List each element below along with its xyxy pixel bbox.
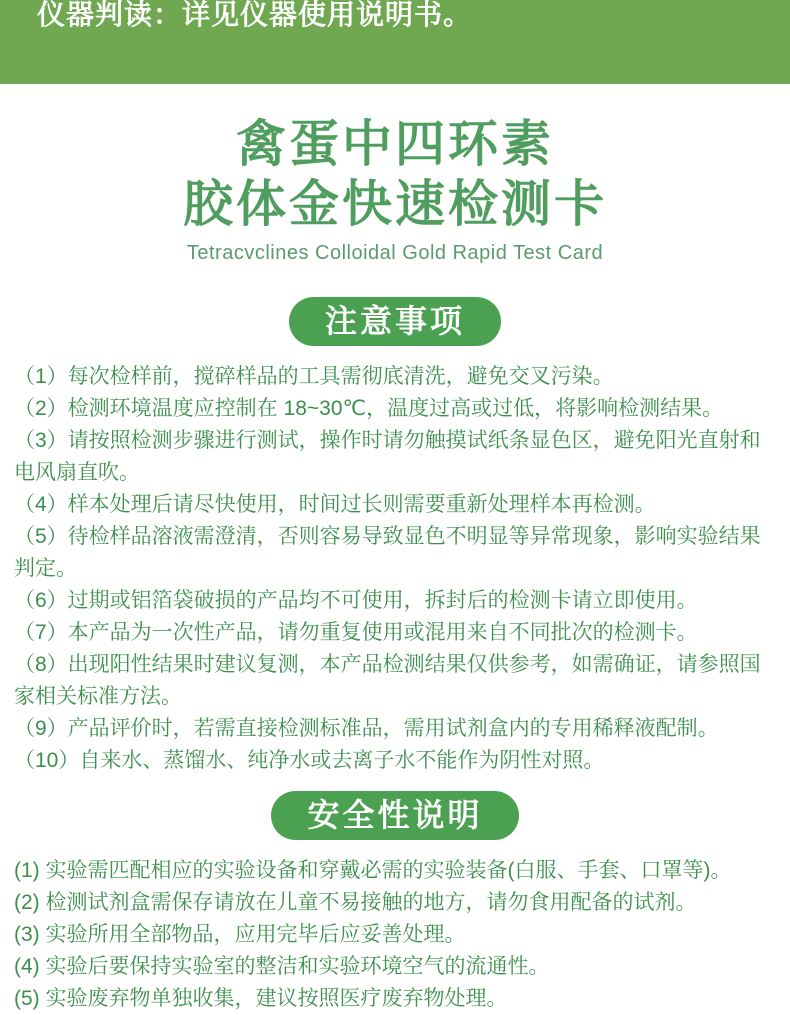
precaution-item-5: （5）待检样品溶液需澄清，否则容易导致显色不明显等异常现象，影响实验结果判定。	[14, 525, 761, 580]
safety-item-4: (4) 实验后要保持实验室的整洁和实验环境空气的流通性。	[14, 955, 550, 978]
safety-item-5: (5) 实验废弃物单独收集，建议按照医疗废弃物处理。	[14, 987, 508, 1010]
precaution-item-9: （9）产品评价时，若需直接检测标准品，需用试剂盒内的专用稀释液配制。	[14, 717, 719, 740]
precaution-item-7: （7）本产品为一次性产品，请勿重复使用或混用来自不同批次的检测卡。	[14, 621, 698, 644]
page-title-line2: 胶体金快速检测卡	[183, 176, 607, 232]
safety-list	[0, 855, 790, 1015]
precautions-list	[0, 361, 790, 777]
section-heading-safety: 安全性说明	[271, 791, 518, 840]
page-title-line1: 禽蛋中四环素	[236, 116, 554, 172]
content-area	[0, 114, 790, 1015]
safety-item-3: (3) 实验所用全部物品，应用完毕后应妥善处理。	[14, 923, 466, 946]
safety-item-1: (1) 实验需匹配相应的实验设备和穿戴必需的实验装备(白服、手套、口罩等)。	[14, 859, 732, 882]
banner-text: 仪器判读：详见仪器使用说明书。	[37, 0, 473, 30]
page-title	[0, 114, 790, 234]
top-banner	[0, 0, 790, 84]
safety-item-2: (2) 检测试剂盒需保存请放在儿童不易接触的地方，请勿食用配备的试剂。	[14, 891, 697, 914]
precaution-item-2: （2）检测环境温度应控制在 18~30℃，温度过高或过低，将影响检测结果。	[14, 397, 724, 420]
precaution-item-6: （6）过期或铝箔袋破损的产品均不可使用，拆封后的检测卡请立即使用。	[14, 589, 698, 612]
precaution-item-3: （3）请按照检测步骤进行测试，操作时请勿触摸试纸条显色区，避免阳光直射和电风扇直吹。	[14, 429, 761, 484]
precaution-item-8: （8）出现阳性结果时建议复测，本产品检测结果仅供参考，如需确证，请参照国家相关标准方法。	[14, 653, 761, 708]
precaution-item-4: （4）样本处理后请尽快使用，时间过长则需要重新处理样本再检测。	[14, 493, 656, 516]
precaution-item-1: （1）每次检样前，搅碎样品的工具需彻底清洗，避免交叉污染。	[14, 365, 614, 388]
page-subtitle-english: Tetracvclines Colloidal Gold Rapid Test Card	[186, 242, 604, 264]
section-heading-precautions: 注意事项	[289, 297, 501, 346]
precaution-item-10: （10）自来水、蒸馏水、纯净水或去离子水不能作为阴性对照。	[14, 749, 605, 772]
